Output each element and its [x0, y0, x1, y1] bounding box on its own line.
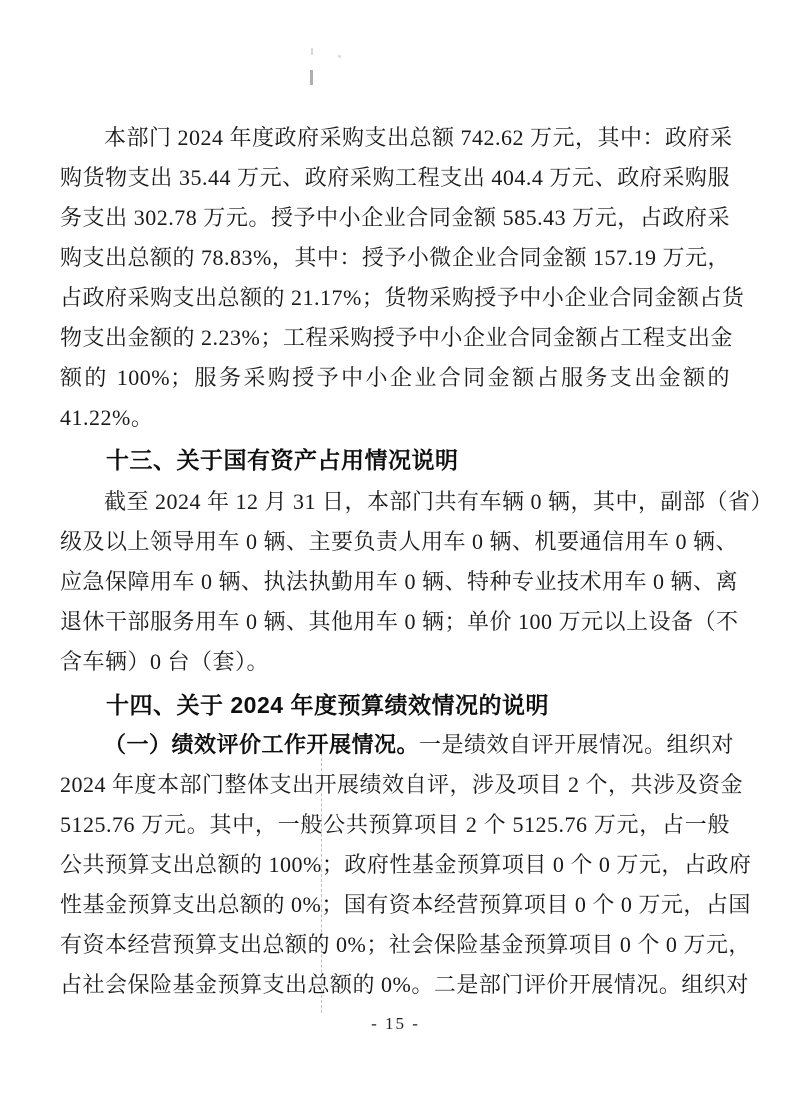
text-line: 本部门 2024 年度政府采购支出总额 742.62 万元，其中：政府采 [104, 125, 733, 150]
text-line: 41.22%。 [60, 405, 154, 430]
text-line [60, 725, 735, 765]
text-line: 公共预算支出总额的 100%；政府性基金预算项目 0 个 0 万元，占政府 [60, 852, 752, 877]
text-line: 物支出金额的 2.23%；工程采购授予中小企业合同金额占工程支出金 [60, 325, 733, 350]
text-line: 截至 2024 年 12 月 31 日，本部门共有车辆 0 辆，其中，副部（省） [104, 489, 774, 514]
bold-lead-text: （一）绩效评价工作开展情况。 [104, 732, 420, 757]
scan-artifact-dot [338, 55, 341, 58]
section-heading-14: 十四、关于 2024 年度预算绩效情况的说明 [106, 692, 549, 718]
paragraph-procurement [60, 118, 745, 438]
text-line: 购货物支出 35.44 万元、政府采购工程支出 404.4 万元、政府采购服 [60, 165, 730, 190]
section-heading-13: 十三、关于国有资产占用情况说明 [106, 447, 459, 473]
paragraph-state-assets [60, 482, 774, 682]
text-line: 退休干部服务用车 0 辆、其他用车 0 辆；单价 100 万元以上设备（不 [60, 609, 739, 634]
text-line: 有资本经营预算支出总额的 0%；社会保险基金预算项目 0 个 0 万元， [60, 932, 751, 957]
text-line: 5125.76 万元。其中，一般公共预算项目 2 个 5125.76 万元，占一般 [60, 812, 730, 837]
text-line: 占社会保险基金预算支出总额的 0%。二是部门评价开展情况。组织对 [60, 972, 749, 997]
text-line: 性基金预算支出总额的 0%；国有资本经营预算项目 0 个 0 万元，占国 [60, 892, 751, 917]
text-line: 级及以上领导用车 0 辆、主要负责人用车 0 辆、机要通信用车 0 辆、 [60, 529, 739, 554]
page-number: - 15 - [371, 1014, 420, 1033]
text-line: 2024 年度本部门整体支出开展绩效自评，涉及项目 2 个，共涉及资金 [60, 772, 744, 797]
scan-artifact-smudge [310, 70, 313, 85]
text-line: 务支出 302.78 万元。授予中小企业合同金额 585.43 万元，占政府采 [60, 205, 730, 230]
text-line: 占政府采购支出总额的 21.17%；货物采购授予中小企业合同金额占货 [60, 285, 745, 310]
paragraph-budget-performance [60, 725, 752, 1005]
text-line: 额的 100%；服务采购授予中小企业合同金额占服务支出金额的 [60, 365, 730, 390]
text-line: 含车辆）0 台（套）。 [60, 649, 270, 674]
text-column [60, 118, 774, 1005]
text-line: 应急保障用车 0 辆、执法执勤用车 0 辆、特种专业技术用车 0 辆、离 [60, 569, 739, 594]
text-segment: 一是绩效自评开展情况。组织对 [419, 732, 735, 757]
text-line: 购支出总额的 78.83%，其中：授予小微企业合同金额 157.19 万元， [60, 245, 730, 270]
scan-artifact-smudge [311, 48, 313, 55]
